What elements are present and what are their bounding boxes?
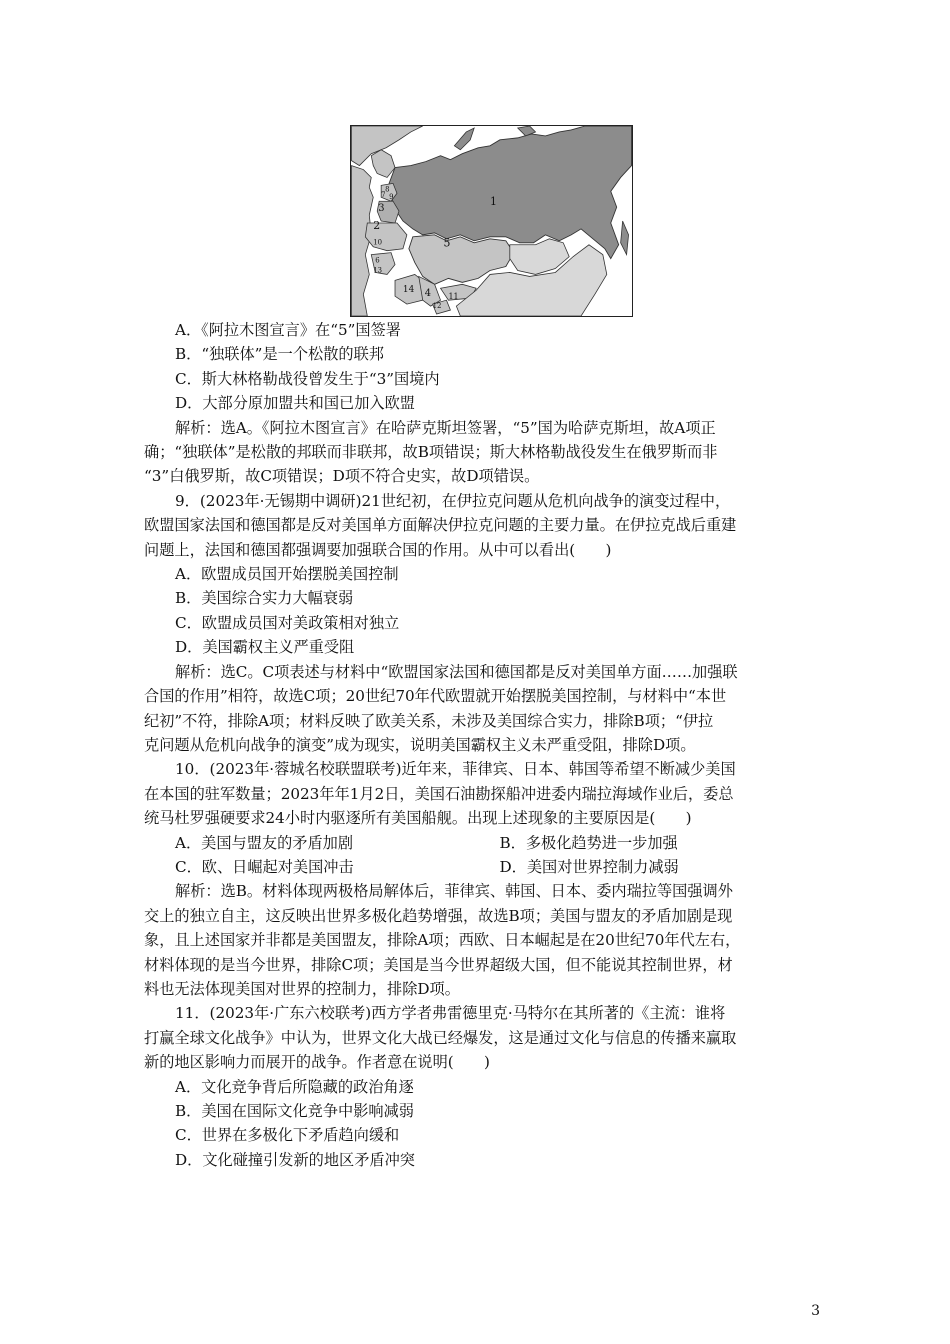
q11-option-a: A．文化竞争背后所隐藏的政治角逐 bbox=[175, 1077, 414, 1096]
map-label-11: 11 bbox=[448, 292, 459, 302]
map-label-8: 8 bbox=[385, 185, 390, 194]
q8-analysis-line: “3”白俄罗斯，故C项错误；D项不符合史实，故D项错误。 bbox=[144, 467, 540, 486]
q8-analysis-line: 确；“独联体”是松散的邦联而非联邦，故B项错误；斯大林格勒战役发生在俄罗斯而非 bbox=[144, 443, 718, 462]
q10-options-row bbox=[144, 831, 824, 855]
q10-analysis-line: 料也无法体现美国对世界的控制力，排除D项。 bbox=[144, 979, 460, 998]
q11-stem-line: 11．(2023年·广东六校联考)西方学者弗雷德里克·马特尔在其所著的《主流：谁将 bbox=[175, 1004, 726, 1023]
q10-analysis-line: 交上的独立自主，这反映出世界多极化趋势增强，故选B项；美国与盟友的矛盾加剧是现 bbox=[144, 906, 733, 925]
page-number: 3 bbox=[811, 1303, 820, 1319]
map-label-13: 13 bbox=[373, 266, 383, 275]
q10-option-a: A．美国与盟友的矛盾加剧 bbox=[175, 833, 354, 852]
map-label-3: 3 bbox=[378, 203, 385, 215]
q9-analysis-line: 克问题从危机向战争的演变”成为现实，说明美国霸权主义未严重受阻，排除D项。 bbox=[144, 735, 696, 754]
q9-option-c: C．欧盟成员国对美政策相对独立 bbox=[175, 613, 400, 632]
question-content bbox=[144, 318, 824, 1172]
q10-analysis-line: 材料体现的是当今世界，排除C项；美国是当今世界超级大国，但不能说其控制世界，材 bbox=[144, 955, 733, 974]
q10-analysis-line: 解析：选B。材料体现两极格局解体后，菲律宾、韩国、日本、委内瑞拉等国强调外 bbox=[175, 882, 733, 901]
q11-option-c: C．世界在多极化下矛盾趋向缓和 bbox=[175, 1126, 400, 1145]
map-label-4: 4 bbox=[424, 288, 431, 300]
map-label-14: 14 bbox=[402, 285, 415, 296]
q8-option-a: A．《阿拉木图宣言》在“5”国签署 bbox=[175, 321, 401, 339]
q10-stem-line: 在本国的驻军数量；2023年年1月2日，美国石油勘探船冲进委内瑞拉海域作业后，委总 bbox=[144, 784, 734, 803]
q8-option-d: D．大部分原加盟共和国已加入欧盟 bbox=[175, 394, 415, 413]
q8-option-c: C．斯大林格勒战役曾发生于“3”国境内 bbox=[175, 369, 440, 388]
q8-analysis-line: 解析：选A。《阿拉木图宣言》在哈萨克斯坦签署，“5”国为哈萨克斯坦，故A项正 bbox=[175, 418, 716, 437]
map-label-2: 2 bbox=[373, 218, 381, 232]
q9-analysis-line: 纪初”不符，排除A项；材料反映了欧美关系，未涉及美国综合实力，排除B项；“伊拉 bbox=[144, 711, 714, 730]
q9-option-a: A．欧盟成员国开始摆脱美国控制 bbox=[175, 565, 399, 584]
q11-option-d: D．文化碰撞引发新的地区矛盾冲突 bbox=[175, 1150, 415, 1169]
q10-option-d: D．美国对世界控制力减弱 bbox=[499, 857, 679, 876]
q9-stem-line: 问题上，法国和德国都强调要加强联合国的作用。从中可以看出( ) bbox=[144, 540, 612, 559]
q10-stem-line: 10．(2023年·蓉城名校联盟联考)近年来，菲律宾、日本、韩国等希望不断减少美国 bbox=[175, 760, 736, 779]
q9-option-d: D．美国霸权主义严重受阻 bbox=[175, 638, 355, 657]
map-label-12: 12 bbox=[432, 302, 442, 311]
q10-analysis-line: 象，且上述国家并非都是美国盟友，排除A项；西欧、日本崛起是在20世纪70年代左右， bbox=[144, 931, 741, 950]
map-label-1: 1 bbox=[490, 195, 497, 209]
q9-stem-line: 欧盟国家法国和德国都是反对美国单方面解决伊拉克问题的主要力量。在伊拉克战后重建 bbox=[144, 516, 737, 535]
q9-option-b: B．美国综合实力大幅衰弱 bbox=[175, 589, 354, 608]
q10-option-b: B．多极化趋势进一步加强 bbox=[499, 833, 678, 852]
map-label-6: 6 bbox=[375, 256, 380, 265]
map-label-5: 5 bbox=[443, 236, 451, 250]
map-label-7: 7 bbox=[381, 191, 386, 200]
q8-option-b: B．“独联体”是一个松散的联邦 bbox=[175, 345, 384, 364]
q11-stem-line: 打赢全球文化战争》中认为，世界文化大战已经爆发，这是通过文化与信息的传播来赢取 bbox=[144, 1028, 737, 1047]
map-label-9: 9 bbox=[389, 193, 394, 202]
q10-stem-line: 统马杜罗强硬要求24小时内驱逐所有美国船舰。出现上述现象的主要原因是( ) bbox=[144, 809, 692, 828]
post-soviet-map bbox=[350, 125, 633, 317]
q10-options-row bbox=[144, 855, 824, 879]
q11-stem-line: 新的地区影响力而展开的战争。作者意在说明( ) bbox=[144, 1053, 490, 1072]
q10-option-c: C．欧、日崛起对美国冲击 bbox=[175, 857, 354, 876]
q9-analysis-line: 合国的作用”相符，故选C项；20世纪70年代欧盟就开始摆脱美国控制，与材料中“本世 bbox=[144, 687, 727, 706]
q9-analysis-line: 解析：选C。C项表述与材料中“欧盟国家法国和德国都是反对美国单方面……加强联 bbox=[175, 662, 738, 681]
map-label-10: 10 bbox=[373, 238, 383, 247]
q9-stem-line: 9．(2023年·无锡期中调研)21世纪初，在伊拉克问题从危机向战争的演变过程中， bbox=[175, 491, 731, 510]
q11-option-b: B．美国在国际文化竞争中影响减弱 bbox=[175, 1102, 414, 1120]
